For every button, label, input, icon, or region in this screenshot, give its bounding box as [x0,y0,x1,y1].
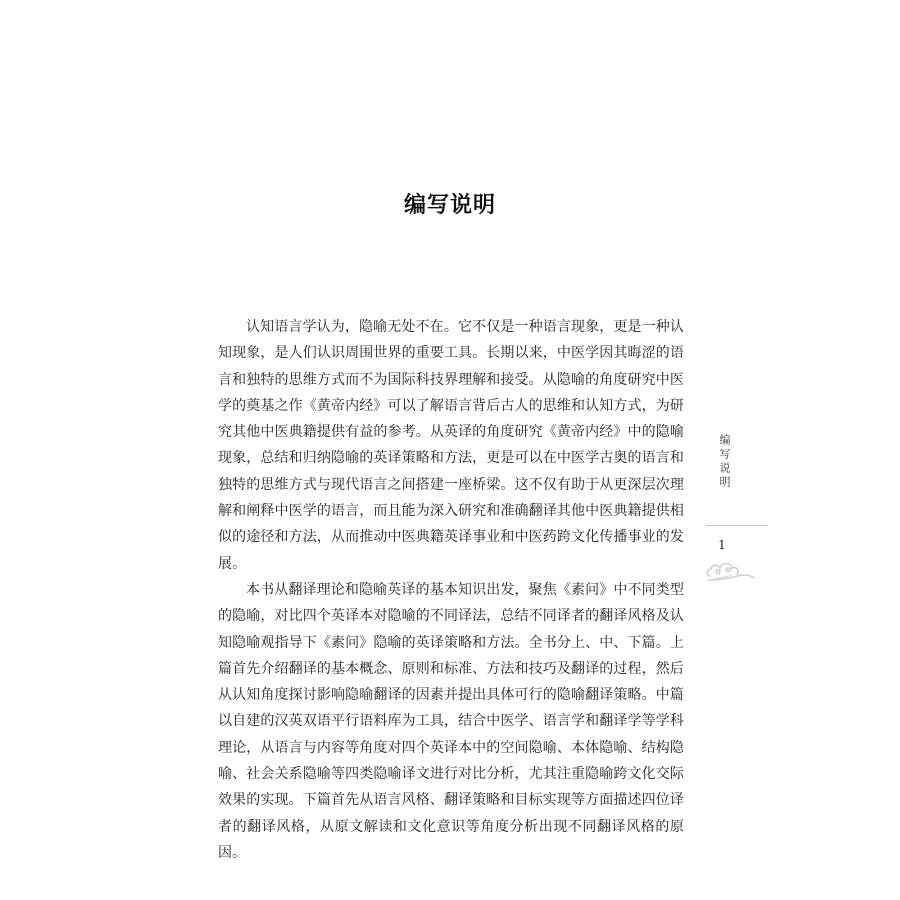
page-number: 1 [718,538,726,552]
paragraph: 本书从翻译理论和隐喻英译的基本知识出发，聚焦《素问》中不同类型的隐喻，对比四个英译本对隐喻的不同译法，总结不同译者的翻译风格及认知隐喻观指导下《素问》隐喻的英译策略和方法。全书分上、中、下篇。上篇首先介绍翻译的基本概念、原则和标准、方法和技巧及翻译的过程，然后从认知角度探讨影响隐喻翻译的因素并提出具体可行的隐喻翻译策略。中篇以自建的汉英双语平行语料库为工具，结合中医学、语言学和翻译学等学科理论，从语言与内容等角度对四个英译本中的空间隐喻、本体隐喻、结构隐喻、社会关系隐喻等四类隐喻译文进行对比分析，尤其注重隐喻跨文化交际效果的实现。下篇首先从语言风格、翻译策略和目标实现等方面描述四位译者的翻译风格，从原文解读和文化意识等角度分析出现不同翻译风格的原因。 [218,581,684,861]
auspicious-cloud-icon [704,556,756,586]
running-head-rule [706,525,768,526]
paragraph: 认知语言学认为，隐喻无处不在。它不仅是一种语言现象，更是一种认知现象，是人们认识周围世界的重要工具。长期以来，中医学因其晦涩的语言和独特的思维方式而不为国际科技界理解和接受。从隐喻的角度研究中医学的奠基之作《黄帝内经》可以了解语言背后古人的思维和认知方式，为研究其他中医典籍提供有益的参考。从英译的角度研究《黄帝内经》中的隐喻现象，总结和归纳隐喻的英译策略和方法，更是可以在中医学古奥的语言和独特的思维方式与现代语言之间搭建一座桥梁。这不仅有助于从更深层次理解和阐释中医学的语言，而且能为深入研究和准确翻译其他中医典籍提供相似的途径和方法，从而推动中医典籍英译事业和中医药跨文化传播事业的发展。 [218,319,684,572]
page-title: 编写说明 [403,193,496,218]
running-head: 编写说明 [718,434,731,490]
body-text [218,314,684,866]
